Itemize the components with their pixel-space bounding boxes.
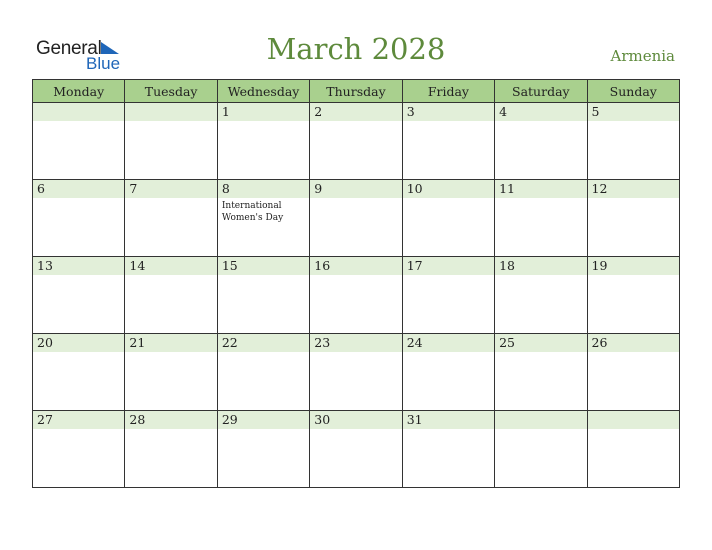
- day-cell: [402, 411, 494, 488]
- day-number: [588, 411, 679, 429]
- day-number: 28: [125, 411, 216, 429]
- weekday-header: Wednesday: [217, 80, 309, 103]
- calendar-title: March 2028: [266, 32, 446, 66]
- day-number: 23: [310, 334, 401, 352]
- day-number: 18: [495, 257, 586, 275]
- week-row: [33, 103, 680, 180]
- week-row: [33, 411, 680, 488]
- day-cell: [402, 180, 494, 257]
- day-number: 7: [125, 180, 216, 198]
- day-number: 4: [495, 103, 586, 121]
- weekday-header: Monday: [33, 80, 125, 103]
- day-cell: [217, 334, 309, 411]
- weekday-header-row: [33, 80, 680, 103]
- week-row: [33, 334, 680, 411]
- day-cell: [587, 334, 679, 411]
- week-row: [33, 180, 680, 257]
- day-cell: [33, 257, 125, 334]
- day-cell: [125, 103, 217, 180]
- day-cell: [33, 334, 125, 411]
- day-number: 19: [588, 257, 679, 275]
- day-number: 15: [218, 257, 309, 275]
- day-number: [125, 103, 216, 121]
- day-cell: [310, 334, 402, 411]
- weekday-header: Saturday: [495, 80, 587, 103]
- day-number: 24: [403, 334, 494, 352]
- holiday-event: International Women's Day: [221, 201, 284, 223]
- day-cell: [587, 411, 679, 488]
- day-number: [33, 103, 124, 121]
- day-number: 17: [403, 257, 494, 275]
- day-cell: [125, 180, 217, 257]
- day-cell: [402, 334, 494, 411]
- day-number: 2: [310, 103, 401, 121]
- day-cell: [587, 257, 679, 334]
- day-number: 1: [218, 103, 309, 121]
- day-cell: [217, 180, 309, 257]
- day-cell: [402, 257, 494, 334]
- day-number: 12: [588, 180, 679, 198]
- weekday-header: Thursday: [310, 80, 402, 103]
- day-number: 26: [588, 334, 679, 352]
- day-number: 10: [403, 180, 494, 198]
- day-cell: [217, 411, 309, 488]
- day-number: 30: [310, 411, 401, 429]
- day-cell: [587, 103, 679, 180]
- weekday-header: Tuesday: [125, 80, 217, 103]
- day-number: 3: [403, 103, 494, 121]
- day-number: 27: [33, 411, 124, 429]
- day-cell: [217, 103, 309, 180]
- day-number: 29: [218, 411, 309, 429]
- country-label: Armenia: [610, 47, 675, 65]
- week-row: [33, 257, 680, 334]
- day-cell: [125, 334, 217, 411]
- day-number: 31: [403, 411, 494, 429]
- day-cell: [495, 180, 587, 257]
- day-cell: [495, 411, 587, 488]
- day-number: 14: [125, 257, 216, 275]
- day-cell: [33, 411, 125, 488]
- day-number: [495, 411, 586, 429]
- day-number: 9: [310, 180, 401, 198]
- day-cell: [125, 411, 217, 488]
- day-number: 25: [495, 334, 586, 352]
- day-number: 16: [310, 257, 401, 275]
- day-cell: [217, 257, 309, 334]
- day-cell: [495, 257, 587, 334]
- day-cell: [125, 257, 217, 334]
- day-cell: [495, 334, 587, 411]
- logo-text-general: General: [36, 38, 102, 59]
- day-cell: [310, 411, 402, 488]
- day-number: 22: [218, 334, 309, 352]
- day-cell: [33, 180, 125, 257]
- logo-text-blue: Blue: [86, 54, 121, 73]
- day-number: 5: [588, 103, 679, 121]
- day-cell: [495, 103, 587, 180]
- day-number: 8: [218, 180, 309, 198]
- day-cell: [402, 103, 494, 180]
- day-number: 20: [33, 334, 124, 352]
- day-number: 21: [125, 334, 216, 352]
- weekday-header: Sunday: [587, 80, 679, 103]
- day-cell: [310, 103, 402, 180]
- day-number: 11: [495, 180, 586, 198]
- day-number: 6: [33, 180, 124, 198]
- day-cell: [310, 180, 402, 257]
- day-cell: [33, 103, 125, 180]
- day-cell: [587, 180, 679, 257]
- day-number: 13: [33, 257, 124, 275]
- day-cell: [310, 257, 402, 334]
- calendar-grid: [32, 79, 680, 488]
- weekday-header: Friday: [402, 80, 494, 103]
